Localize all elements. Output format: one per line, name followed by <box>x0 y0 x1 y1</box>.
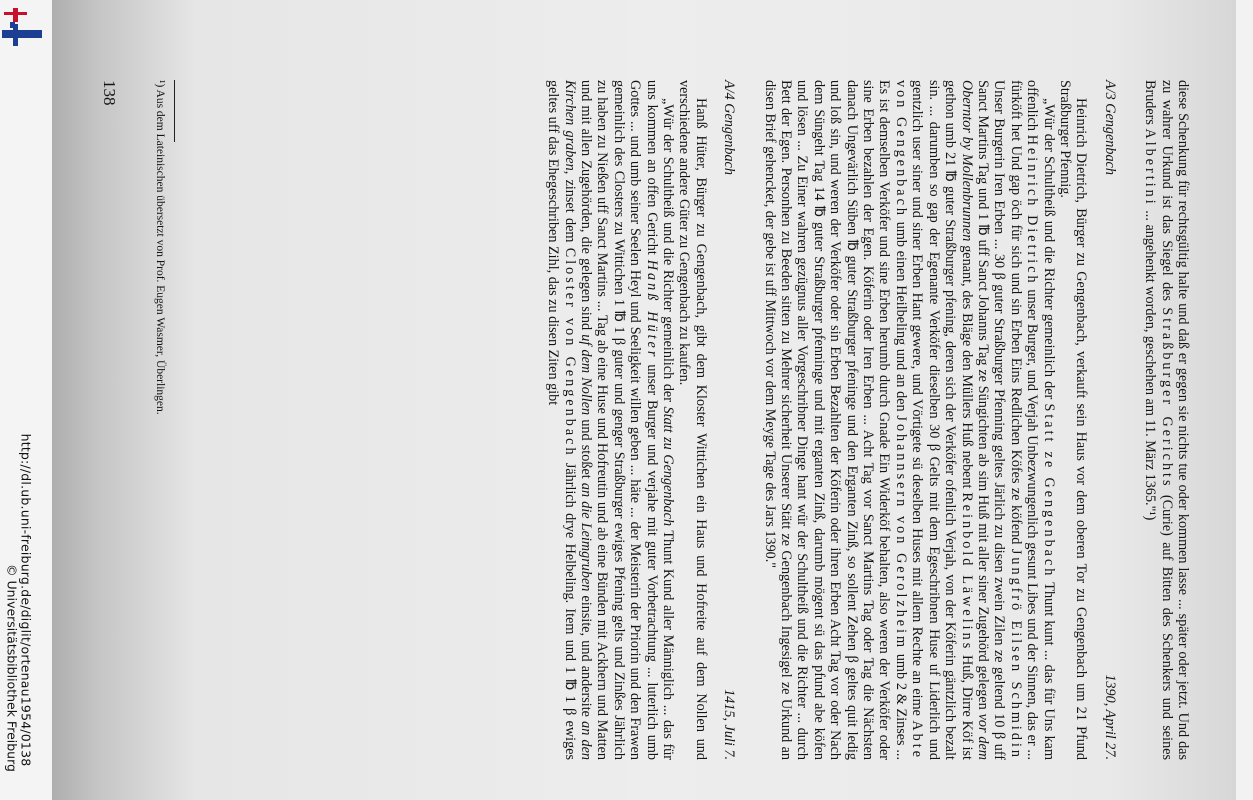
page-footer <box>101 80 193 760</box>
charter-text: „Wür der Schultheiß und die Richter gemeinlich der Statt ze Gengenbach Thunt kunt ... das für Uns kam offenlich Heinrich Dietrich unser Burger, und Verjah Unbezwungenlich gesunt Libes und der Sinnen, das er ... fürköft het Und gap öch für sich und sin Erben Eins Redlichen Köfes ze köfend Jungfrö Eilsen Schmidin Unser Burgerin Iren Erben ... 30 β guter Straßburger Pfenning geltes Järlich zu disen zwein Zilen ze geltend 10 β uff Sanct Martins Tag und 1 ℔ uff Sanct Johanns Tag ze Süngichten ab sim Huß mit aller siner Zugehörd gelegen vor dem Oberntor by Mollenbrunnen genant, des Bläge den Müllers Huß nebent Reinbold Läwelins Huß, Dirre Köf ist gethon umb 21 ℔ guter Straßburger pfening, deren sich der Verköfer ofenlich Verjah, von der Köferin gäntzlich bezalt sin. ... darumben so gap der Egenante Verköfer dieselben 30 β Gelts mit dem Egeschribnen Huse uf Liderlich und gentzlich user siner und siner Erben Hant gewere, und Vörtigete sü deselben Huses mit allem Rechte an eime Abte von Gengenbach umb einen Heilbeling und an den Johannsern von Gerolzheim umb 2 & Zinses ... Es ist demselben Verköfer und sine Erben herumb durch Gnade Ein Widerköf behalten, also weren der Verköfer oder sine Erben bezahlen der Egen. Köferin oder Iren Erben ... Acht Tag vor Sanct Martins Tag oder Tag die Nächsten danach Ungevärlich Süben ℔ guter Straßburger pfeninge und den Erganten Zinß, so sollent Zehen β geltes quit ledig und loß sin, und weren der Verköfer oder sin Erben Bezahlten der Köferin oder ihren Erben Acht Tag vor oder Nach dem Süngeht Tag 14 ℔ guter Straßburger pfenninge und mit erganten Zinß, darumb mögent sü das pfund abe köfen und lösen ... Zu Einer wahren gezügnus aller Vorgeschribner Dinge hant wür der Schultheiß und die Richter ... durch Bett der Egen. Personhen zu Beeden sitten zu Mehrer sicherheit Unserer Stätt ze Gengenbach Ingesigel ze Urkund an disen Brief gehencket, der gebe ist uff Mittwoch vor dem Meyge Tage des Jars 1390." <box>761 80 1057 761</box>
intro-paragraph: diese Schenkung für rechtsgültig halte und daß er gegen sie nichts tue oder kommen lasse ... später oder jetzt. Und das zu wahrer Urkund ist das Siegel des Straßburger Gerichts (Curie) auf Bitten des Schenkers und seines Bruders Albertini ... angehenkt worden, geschehen am 11. März 1365."¹) <box>1142 80 1191 761</box>
section-title: A/4 Gengenbach <box>721 80 738 175</box>
footnote: ¹) Aus dem Lateinischen übersetzt von Prof. Eugen Wasmer, Überlingen. <box>153 80 166 415</box>
viewer-sidebar <box>0 0 52 800</box>
section-date: 1390, April 27. <box>1101 674 1118 760</box>
section-date: 1415, Juli 7. <box>721 689 738 760</box>
scan-edge <box>1236 0 1253 800</box>
section-summary: Hanß Hüter, Bürger zu Gengenbach, gibt dem Kloster Wittichen ein Haus und Hofreite auf dem Nollen und verschiedene andere Güter zu Gengenbach zu kaufen. <box>676 80 709 760</box>
university-logo <box>0 0 52 52</box>
footnote-rule <box>174 80 175 142</box>
page-number: 138 <box>100 80 120 106</box>
section-heading-a3 <box>1101 80 1117 760</box>
document-url[interactable]: http://dl.ub.uni-freiburg.de/diglit/ortenau1954/0138 <box>18 433 34 767</box>
section-heading-a4 <box>721 80 737 760</box>
charter-text: „Wür der Schultheiß und die Richter gemeinlich der Statt zu Gengenbach Thunt Kund aller Männiglich ... das für uns kommen an offen Gericht Hanß Hüter unser Burger und verjahe mit guter Vorbetrachtung ... luterlich umb Gottes ... und umb seiner Seelen Heyl und Seeligkeit willen geben ... häte ... der Meisterin der Priorin und den Frawen gemeinlich des Closters zu Wittichen 1 ℔ 1 β guter und genger Straßburger ewiges Pfening gelts und Zinßes Jährlich zu haben zu Nießen uff Sanct Martins ... Tag ab eine Huse und Hofreutin und ab eine Bünden mit Ackhern und Matten und mit allen Zugehörden, die gelegen sind uf dem Nollen und stoßet an die Leimgruben einsite, und andersite an den Kirchen graben, zinset dem Closter von Gengenbach Jährlich drye Helbeling. Item und 1 ℔ 1 β ewiges geltes uff das Ehegeschriben Zihl, das zu disen Ziten gibt <box>545 80 677 761</box>
section-summary: Heinrich Dietrich, Bürger zu Gengenbach, verkauft sein Haus vor dem oberen Tor zu Gengenbach um 21 Pfund Straßburger Pfennig. <box>1056 80 1090 760</box>
copyright-notice: © Universitätsbibliothek Freiburg <box>4 564 20 772</box>
page-content <box>101 80 1191 760</box>
section-title: A/3 Gengenbach <box>1101 80 1118 175</box>
